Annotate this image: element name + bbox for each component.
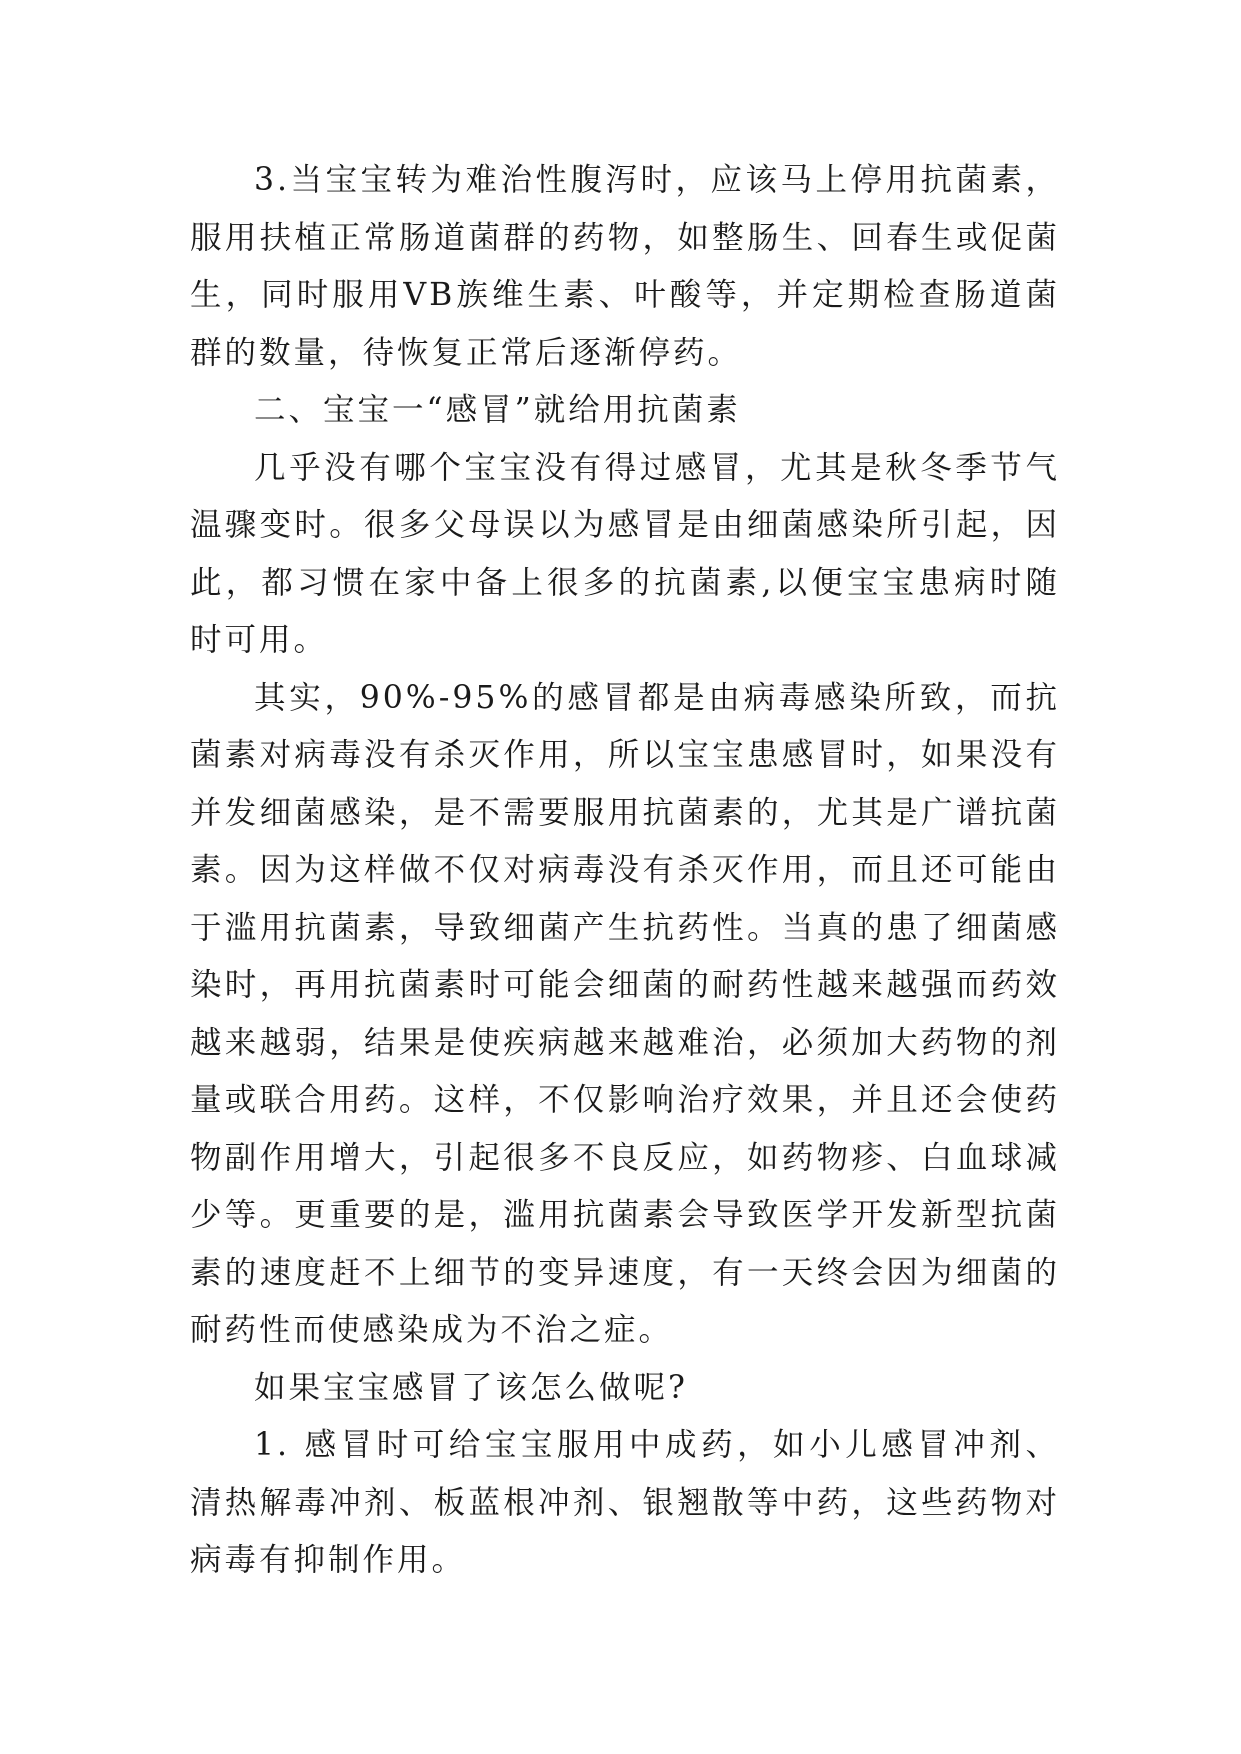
paragraph-cold-misconception: 几乎没有哪个宝宝没有得过感冒，尤其是秋冬季节气温骤变时。很多父母误以为感冒是由细菌感染所引起，因此，都习惯在家中备上很多的抗菌素,以便宝宝患病时随时可用。 <box>190 449 1060 658</box>
paragraph-what-to-do-question: 如果宝宝感冒了该怎么做呢? <box>254 1369 688 1406</box>
paragraph-chinese-medicine: 1. 感冒时可给宝宝服用中成药，如小儿感冒冲剂、清热解毒冲剂、板蓝根冲剂、银翘散等中药，这些药物对病毒有抑制作用。 <box>190 1427 1060 1578</box>
document-body <box>190 152 1060 1590</box>
section-heading-cold-antibiotics: 二、宝宝一“感冒”就给用抗菌素 <box>254 392 741 428</box>
paragraph-viral-cause: 其实，90%-95%的感冒都是由病毒感染所致，而抗菌素对病毒没有杀灭作用，所以宝宝患感冒时，如果没有并发细菌感染，是不需要服用抗菌素的，尤其是广谱抗菌素。因为这样做不仅对病毒没有杀灭作用，而且还可能由于滥用抗菌素，导致细菌产生抗药性。当真的患了细菌感染时，再用抗菌素时可能会细菌的耐药性越来越强而药效越来越弱，结果是使疾病越来越难治，必须加大药物的剂量或联合用药。这样，不仅影响治疗效果，并且还会使药物副作用增大，引起很多不良反应，如药物疹、白血球减少等。更重要的是，滥用抗菌素会导致医学开发新型抗菌素的速度赶不上细节的变异速度，有一天终会因为细菌的耐药性而使感染成为不治之症。 <box>190 679 1060 1348</box>
paragraph-diarrhea-treatment: 3.当宝宝转为难治性腹泻时，应该马上停用抗菌素，服用扶植正常肠道菌群的药物，如整肠生、回春生或促菌生，同时服用VB族维生素、叶酸等，并定期检查肠道菌群的数量，待恢复正常后逐渐停药。 <box>190 162 1060 371</box>
